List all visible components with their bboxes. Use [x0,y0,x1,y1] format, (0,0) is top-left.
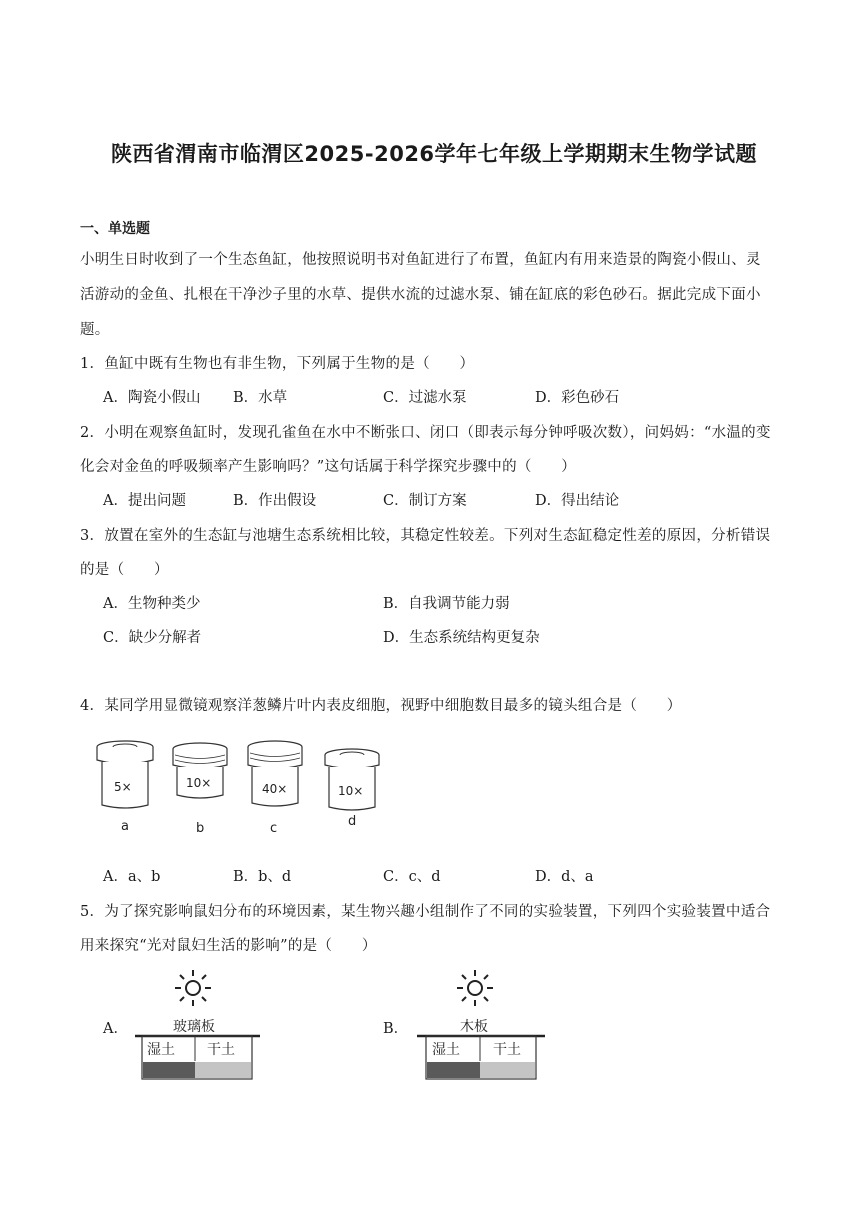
lens-c-letter: c [270,821,278,836]
lens-d-mag: 10× [338,784,364,798]
setup-a-diagram [125,965,275,1085]
setup-a-wet-soil-label: 湿土 [147,1042,175,1058]
q2-option-d: D．得出结论 [535,493,620,509]
objective-lenses-figure [80,735,420,840]
sun-icon [175,970,211,1006]
lens-a-mag: 5× [114,780,132,794]
question-5-stem: 5．为了探究影响鼠妇分布的环境因素，某生物兴趣小组制作了不同的实验装置，下列四个实验装置中适合 [80,904,771,920]
q5-option-a-label: A． [103,1021,128,1037]
dry-soil-fill [480,1062,535,1078]
wet-soil-fill [427,1062,480,1078]
q1-option-a: A．陶瓷小假山 [103,390,201,406]
question-5-stem: 用来探究“光对鼠妇生活的影响”的是（ ） [80,938,377,954]
setup-b-wet-soil-label: 湿土 [432,1042,460,1058]
q4-option-a: A．a、b [103,869,161,885]
lens-b [173,743,227,836]
sun-icon [457,970,493,1006]
q1-option-d: D．彩色砂石 [535,390,620,406]
passage-line: 题。 [80,322,110,338]
q2-option-c: C．制订方案 [383,493,467,509]
lens-d [325,749,379,829]
passage-line: 活游动的金鱼、扎根在干净沙子里的水草、提供水流的过滤水泵、铺在缸底的彩色砂石。据此完成下面小 [80,287,761,303]
q4-option-b: B．b、d [233,869,292,885]
section-heading: 一、单选题 [80,221,150,237]
question-1-stem: 1．鱼缸中既有生物也有非生物，下列属于生物的是（ ） [80,356,475,372]
setup-a-board-label: 玻璃板 [173,1019,215,1035]
lens-b-letter: b [196,821,205,836]
question-3-stem: 的是（ ） [80,562,169,578]
setup-b-board-label: 木板 [460,1019,488,1035]
q2-option-a: A．提出问题 [103,493,186,509]
question-2-stem: 化会对金鱼的呼吸频率产生影响吗？”这句话属于科学探究步骤中的（ ） [80,459,577,475]
q4-option-d: D．d、a [535,869,594,885]
q3-option-c: C．缺少分解者 [103,630,202,646]
lens-a-letter: a [121,819,129,834]
q1-option-c: C．过滤水泵 [383,390,467,406]
q5-option-b-label: B． [383,1021,409,1037]
lens-c [248,741,302,836]
q3-option-a: A．生物种类少 [103,596,201,612]
q1-option-b: B．水草 [233,390,288,406]
question-3-stem: 3．放置在室外的生态缸与池塘生态系统相比较，其稳定性较差。下列对生态缸稳定性差的原因，分析错误 [80,528,771,544]
passage-line: 小明生日时收到了一个生态鱼缸，他按照说明书对鱼缸进行了布置，鱼缸内有用来造景的陶瓷小假山、灵 [80,252,761,268]
lens-a [97,741,153,834]
question-2-stem: 2．小明在观察鱼缸时，发现孔雀鱼在水中不断张口、闭口（即表示每分钟呼吸次数），问妈妈：“水温的变 [80,425,771,441]
q3-option-b: B．自我调节能力弱 [383,596,510,612]
q2-option-b: B．作出假设 [233,493,317,509]
question-4-stem: 4．某同学用显微镜观察洋葱鳞片叶内表皮细胞，视野中细胞数目最多的镜头组合是（ ） [80,698,682,714]
lens-c-mag: 40× [262,782,288,796]
q4-option-c: C．c、d [383,869,441,885]
setup-a-dry-soil-label: 干土 [207,1042,235,1058]
wet-soil-fill [143,1062,195,1078]
dry-soil-fill [195,1062,251,1078]
setup-b-diagram [405,965,555,1085]
setup-b-dry-soil-label: 干土 [493,1042,521,1058]
lens-d-letter: d [348,814,357,829]
page-title: 陕西省渭南市临渭区2025-2026学年七年级上学期期末生物学试题 [110,142,758,166]
lens-b-mag: 10× [186,776,212,790]
q3-option-d: D．生态系统结构更复杂 [383,630,540,646]
